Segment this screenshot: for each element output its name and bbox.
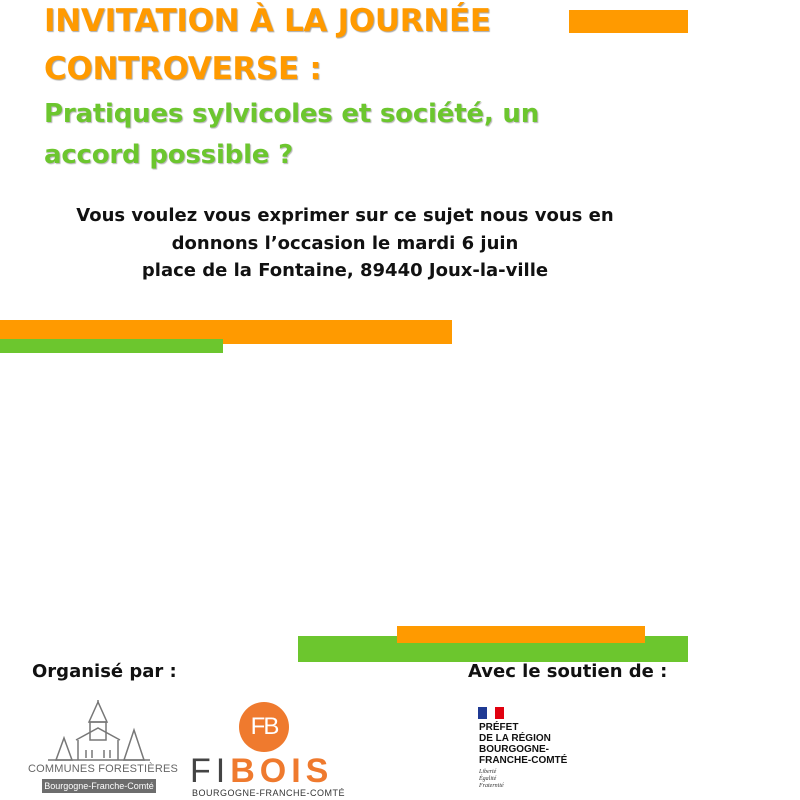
bottom-orange-bar: [397, 626, 645, 643]
fibois-region: BOURGOGNE-FRANCHE-COMTÉ: [192, 788, 345, 798]
church-forest-icon: [28, 700, 170, 762]
prefet-line-2: DE LA RÉGION: [479, 733, 551, 744]
title-line-2: CONTROVERSE :: [44, 51, 322, 87]
fibois-monogram: FB: [239, 702, 289, 752]
invitation-text-line-3: place de la Fontaine, 89440 Joux-la-ville: [141, 260, 549, 281]
title-line-1: INVITATION À LA JOURNÉE: [44, 3, 491, 39]
communes-forestieres-logo: [28, 700, 179, 796]
organized-by-label: Organisé par :: [32, 661, 177, 682]
support-label: Avec le soutien de :: [468, 661, 668, 682]
motto-fraternite: Fraternité: [479, 783, 504, 789]
middle-green-bar: [0, 339, 223, 353]
french-flag-icon: [478, 707, 504, 719]
prefet-line-4: FRANCHE-COMTÉ: [479, 755, 568, 766]
communes-forestieres-region: Bourgogne-Franche-Comté: [42, 779, 156, 793]
subtitle-line-2: accord possible ?: [44, 140, 293, 170]
top-orange-bar: [569, 10, 688, 33]
motto-liberte: Liberté: [479, 769, 497, 775]
motto-egalite: Égalité: [479, 776, 497, 782]
communes-forestieres-name: COMMUNES FORESTIÈRES: [28, 763, 179, 775]
prefet-line-3: BOURGOGNE-: [479, 744, 549, 755]
invitation-text-line-2: donnons l’occasion le mardi 6 juin: [171, 233, 519, 254]
fibois-logo: [188, 702, 348, 800]
fibois-word-bois: BOIS: [230, 752, 334, 790]
invitation-text-line-1: Vous voulez vous exprimer sur ce sujet nous vous en: [76, 205, 614, 226]
fibois-wordmark: [190, 754, 333, 788]
prefet-line-1: PRÉFET: [479, 722, 519, 733]
prefet-logo: [468, 697, 586, 795]
fibois-word-fi: FI: [190, 752, 231, 790]
subtitle-line-1: Pratiques sylvicoles et société, un: [44, 99, 540, 129]
